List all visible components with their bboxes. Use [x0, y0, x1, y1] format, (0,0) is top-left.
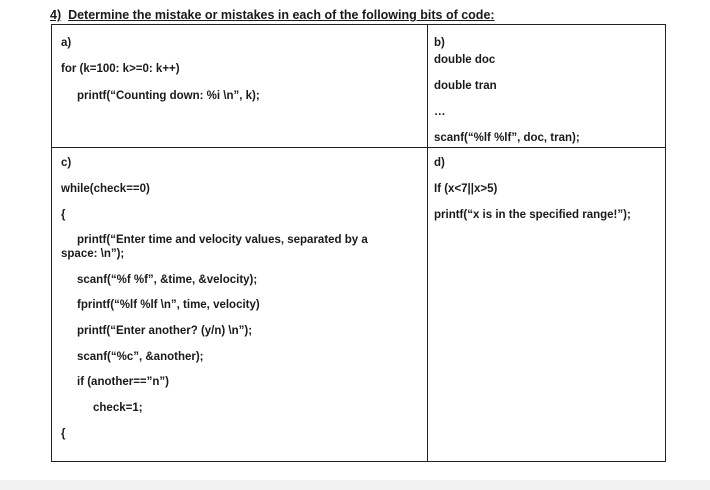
- cell-c-line-7: printf(“Enter another? (y/n) \n”);: [77, 325, 253, 337]
- cell-b-line-4: scanf(“%lf %lf”, doc, tran);: [434, 132, 580, 144]
- cell-d-label: d): [434, 157, 445, 169]
- cell-a-line-1: for (k=100: k>=0: k++): [61, 63, 180, 75]
- row-divider: [52, 147, 665, 148]
- code-table: [51, 24, 666, 462]
- question-heading: [50, 8, 495, 22]
- cell-c-line-2: {: [61, 209, 66, 221]
- cell-b-line-2: double tran: [434, 80, 497, 92]
- cell-b-line-1: double doc: [434, 54, 496, 66]
- cell-c-line-3: printf(“Enter time and velocity values, separated by a: [77, 234, 368, 246]
- cell-c-line-9: if (another==”n”): [77, 376, 170, 388]
- cell-d-line-1: If (x<7||x>5): [434, 183, 498, 195]
- cell-b-line-3: …: [434, 106, 446, 118]
- question-number: 4): [50, 8, 62, 22]
- column-divider: [427, 25, 428, 461]
- cell-c-line-11: {: [61, 428, 66, 440]
- cell-c-line-8: scanf(“%c”, &another);: [77, 351, 204, 363]
- cell-d-line-2: printf(“x is in the specified range!”);: [434, 209, 631, 221]
- cell-c-label: c): [61, 157, 72, 169]
- bottom-strip: [0, 480, 710, 490]
- question-text: Determine the mistake or mistakes in each of the following bits of code:: [68, 8, 495, 22]
- cell-c-line-10: check=1;: [93, 402, 143, 414]
- cell-c-line-4: space: \n”);: [61, 248, 125, 260]
- cell-c-line-6: fprintf(“%lf %lf \n”, time, velocity): [77, 299, 260, 311]
- cell-a-label: a): [61, 37, 72, 49]
- cell-b-label: b): [434, 37, 445, 49]
- cell-c-line-1: while(check==0): [61, 183, 150, 195]
- cell-c-line-5: scanf(“%f %f”, &time, &velocity);: [77, 274, 258, 286]
- cell-a-line-2: printf(“Counting down: %i \n”, k);: [77, 90, 260, 102]
